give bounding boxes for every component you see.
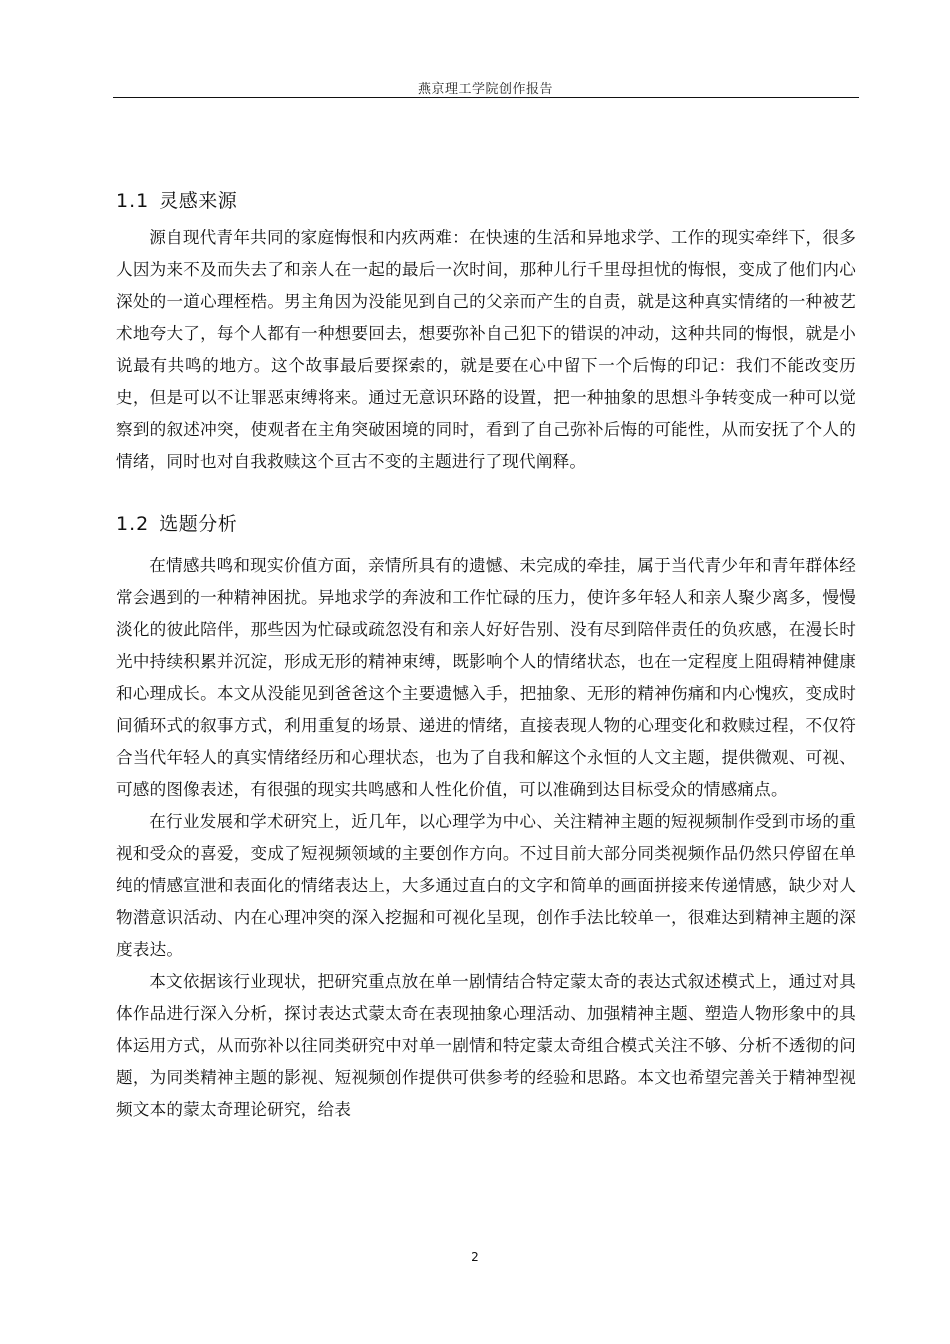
section-number: 1.1 bbox=[116, 190, 150, 212]
page-number: 2 bbox=[471, 1250, 479, 1264]
paragraph-topic-analysis-3: 本文依据该行业现状，把研究重点放在单一剧情结合特定蒙太奇的表达式叙述模式上，通过对具体作品进行深入分析，探讨表达式蒙太奇在表现抽象心理活动、加强精神主题、塑造人物形象中的具体运用方式，从而弥补以往同类研究中对单一剧情和特定蒙太奇组合模式关注不够、分析不透彻的问题，为同类精神主题的影视、短视频创作提供可供参考的经验和思路。本文也希望完善关于精神型视频文本的蒙太奇理论研究，给表 bbox=[116, 972, 856, 1119]
paragraph-topic-analysis-2: 在行业发展和学术研究上，近几年，以心理学为中心、关注精神主题的短视频制作受到市场的重视和受众的喜爱，变成了短视频领域的主要创作方向。不过目前大部分同类视频作品仍然只停留在单纯的情感宣泄和表面化的情绪表达上，大多通过直白的文字和简单的画面拼接来传递情感，缺少对人物潜意识活动、内在心理冲突的深入挖掘和可视化呈现，创作手法比较单一，很难达到精神主题的深度表达。 bbox=[116, 812, 856, 959]
section-title: 选题分析 bbox=[159, 513, 238, 535]
paragraph-inspiration: 源自现代青年共同的家庭悔恨和内疚两难：在快速的生活和异地求学、工作的现实牵绊下，很多人因为来不及而失去了和亲人在一起的最后一次时间，那种儿行千里母担忧的悔恨，变成了他们内心深处的一道心理桎梏。男主角因为没能见到自己的父亲而产生的自责，就是这种真实情绪的一种被艺术地夸大了，每个人都有一种想要回去，想要弥补自己犯下的错误的冲动，这种共同的悔恨，就是小说最有共鸣的地方。这个故事最后要探索的，就是要在心中留下一个后悔的印记：我们不能改变历史，但是可以不让罪恶束缚将来。通过无意识环路的设置，把一种抽象的思想斗争转变成一种可以觉察到的叙述冲突，使观者在主角突破困境的同时，看到了自己弥补后悔的可能性，从而安抚了个人的情绪，同时也对自我救赎这个亘古不变的主题进行了现代阐释。 bbox=[116, 228, 856, 471]
section-title: 灵感来源 bbox=[159, 190, 238, 212]
section-heading-1-1 bbox=[116, 185, 856, 217]
section-number: 1.2 bbox=[116, 513, 150, 535]
section-heading-1-2 bbox=[116, 508, 856, 540]
header-divider bbox=[113, 97, 859, 98]
document-body bbox=[116, 185, 856, 1126]
page-header-title: 燕京理工学院创作报告 bbox=[417, 82, 553, 97]
paragraph-topic-analysis-1: 在情感共鸣和现实价值方面，亲情所具有的遗憾、未完成的牵挂，属于当代青少年和青年群体经常会遇到的一种精神困扰。异地求学的奔波和工作忙碌的压力，使许多年轻人和亲人聚少离多，慢慢淡化的彼此陪伴，那些因为忙碌或疏忽没有和亲人好好告别、没有尽到陪伴责任的负疚感，在漫长时光中持续积累并沉淀，形成无形的精神束缚，既影响个人的情绪状态，也在一定程度上阻碍精神健康和心理成长。本文从没能见到爸爸这个主要遗憾入手，把抽象、无形的精神伤痛和内心愧疚，变成时间循环式的叙事方式，利用重复的场景、递进的情绪，直接表现人物的心理变化和救赎过程，不仅符合当代年轻人的真实情绪经历和心理状态，也为了自我和解这个永恒的人文主题，提供微观、可视、可感的图像表述，有很强的现实共鸣感和人性化价值，可以准确到达目标受众的情感痛点。 bbox=[116, 556, 856, 799]
